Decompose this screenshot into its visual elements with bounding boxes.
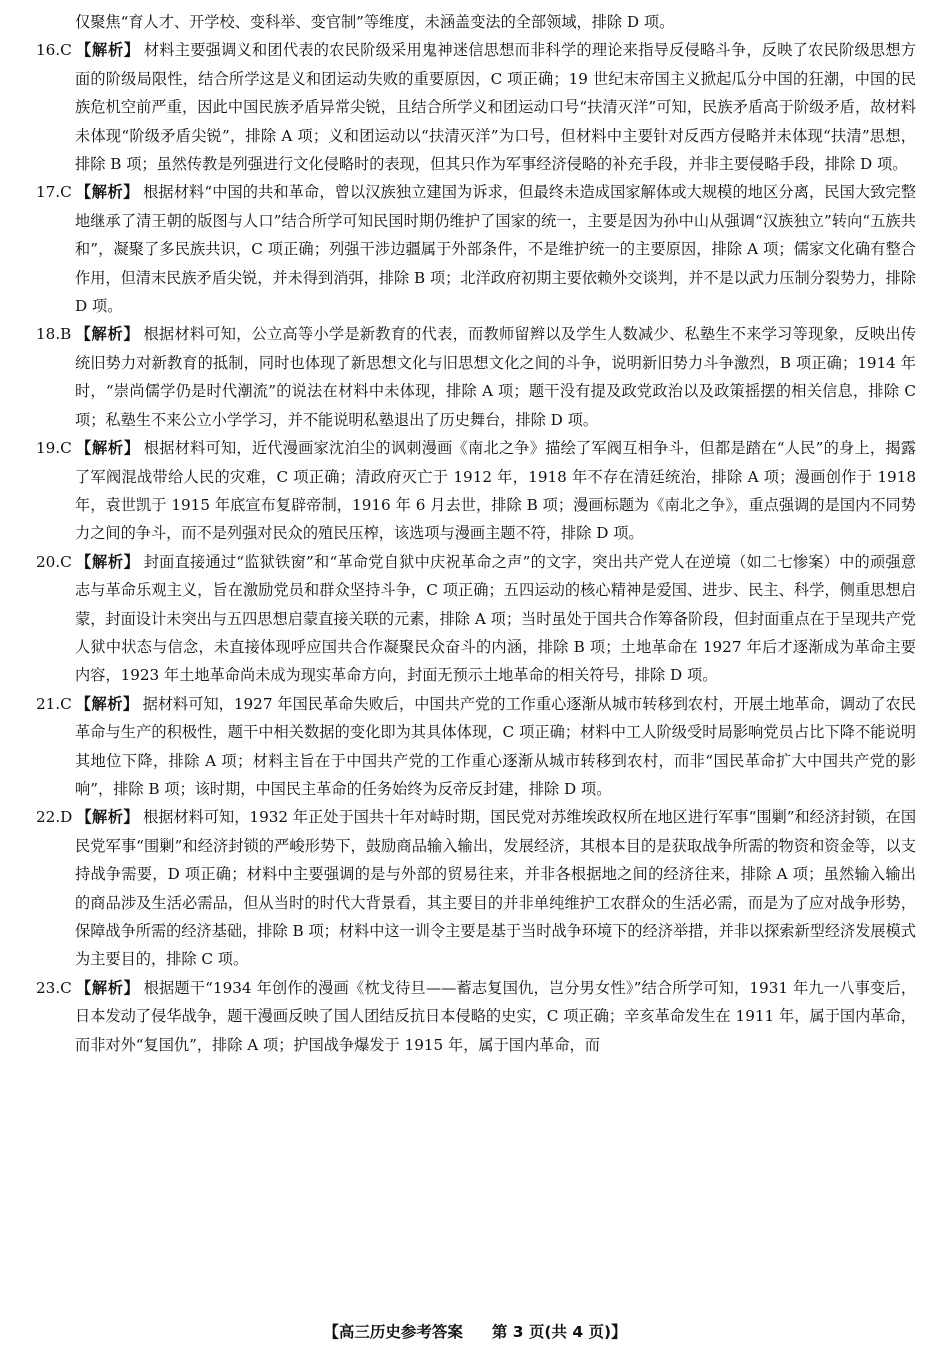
analysis-tag: 【解析】 — [76, 808, 140, 827]
page-footer — [0, 1320, 950, 1342]
intro-continuation: 仅聚焦“育人才、开学校、变科举、变官制”等维度，未涵盖变法的全部领域，排除 D 项。 — [75, 13, 675, 31]
question-number: 17. — [36, 183, 61, 202]
analysis-text: 封面直接通过“监狱铁窗”和“革命党自狱中庆祝革命之声”的文字，突出共产党人在逆境（如二七惨案）中的顽强意志与革命乐观主义，旨在激励党员和群众坚持斗争，C 项正确；五四运动的核心精神是爱国、进步、民主、科学，侧重思想启蒙，封面设计未突出与五四思想启蒙直接关联的元素，排除 A 项；当时虽处于国共合作筹备阶段，但封面重点在于呈现共产党人狱中状态与信念，未直接体现呼应国共合作凝聚民众奋斗的内涵，排除 B 项；土地革命在 1927 年后才逐渐成为革命主要内容，1923 年土地革命尚未成为现实革命方向，封面无预示土地革命的相关符号，排除 D 项。 — [75, 552, 917, 685]
analysis-text: 根据材料可知，公立高等小学是新教育的代表，而教师留辫以及学生人数减少、私塾生不来学习等现象，反映出传统旧势力对新教育的抵制，同时也体现了新思想文化与旧思想文化之间的斗争，说明新旧势力斗争激烈，B 项正确；1914 年时，“崇尚儒学仍是时代潮流”的说法在材料中未体现，排除 A 项；题干没有提及政党政治以及政策摇摆的相关信息，排除 C 项；私塾生不来公立小学学习，并不能说明私塾退出了历史舞台，排除 D 项。 — [75, 325, 917, 429]
answer-choice: D — [60, 808, 73, 827]
answer-item — [36, 434, 916, 548]
question-number: 21. — [36, 694, 61, 713]
analysis-text: 根据材料可知，近代漫画家沈泊尘的讽刺漫画《南北之争》描绘了军阀互相争斗，但都是踏在“人民”的身上，揭露了军阀混战带给人民的灾难，C 项正确；清政府灭亡于 1912 年，1918 年不存在清廷统治，排除 A 项；漫画创作于 1918 年，袁世凯于 1915 年底宣布复辟帝制，1916 年 6 月去世，排除 B 项；漫画标题为《南北之争》，重点强调的是国内不同势力之间的争斗，而不是列强对民众的殖民压榨，该选项与漫画主题不符，排除 D 项。 — [75, 439, 916, 543]
analysis-text: 根据材料可知，1932 年正处于国共十年对峙时期，国民党对苏维埃政权所在地区进行军事“围剿”和经济封锁，在国民党军事“围剿”和经济封锁的严峻形势下，鼓励商品输入输出，发展经济，其根本目的是获取战争所需的物资和资金等，以支持战争需要，D 项正确；材料中主要强调的是与外部的贸易往来，并非各根据地之间的经济往来，排除 A 项；虽然输入输出的商品涉及生活必需品，但从当时的时代大背景看，其主要目的并非单纯维护工农群众的生活必需，而是为了应对战争形势，保障战争所需的经济基础，排除 B 项；材料中这一训令主要是基于当时战争环境下的经济举措，并非以探索新型经济发展模式为主要目的，排除 C 项。 — [75, 808, 917, 969]
answer-choice: C — [60, 978, 72, 997]
question-number: 16. — [36, 41, 61, 60]
analysis-tag: 【解析】 — [75, 978, 140, 997]
answer-choice: B — [60, 325, 72, 344]
question-number: 20. — [36, 552, 61, 571]
footer-page-info: 第 3 页(共 4 页)】 — [491, 1323, 627, 1341]
answer-item — [36, 803, 916, 973]
analysis-tag: 【解析】 — [75, 325, 140, 344]
question-number: 19. — [36, 439, 61, 458]
answer-choice: C — [60, 694, 72, 713]
answer-item — [36, 320, 916, 434]
answer-item — [36, 178, 916, 320]
question-number: 23. — [36, 978, 61, 997]
answer-item — [36, 548, 916, 690]
footer-title: 【高三历史参考答案 — [323, 1323, 463, 1341]
question-number: 22. — [36, 808, 61, 827]
answer-choice: C — [60, 183, 72, 202]
analysis-tag: 【解析】 — [75, 694, 139, 713]
answer-choice: C — [60, 439, 72, 458]
answer-item — [36, 974, 916, 1059]
answer-item — [36, 36, 916, 178]
analysis-text: 根据题干“1934 年创作的漫画《枕戈待旦——蓄志复国仇，岂分男女性》”结合所学可知，1931 年九一八事变后，日本发动了侵华战争，题干漫画反映了国人团结反抗日本侵略的史实，C 项正确；辛亥革命发生在 1911 年，属于国内革命，而非对外“复国仇”，排除 A 项；护国战争爆发于 1915 年，属于国内革命，而 — [75, 978, 917, 1054]
analysis-tag: 【解析】 — [75, 183, 140, 202]
answer-item — [36, 690, 916, 804]
analysis-text: 材料主要强调义和团代表的农民阶级采用鬼神迷信思想而非科学的理论来指导反侵略斗争，反映了农民阶级思想方面的阶级局限性，结合所学这是义和团运动失败的重要原因，C 项正确；19 世纪末帝国主义掀起瓜分中国的狂潮，中国的民族危机空前严重，因此中国民族矛盾异常尖锐，且结合所学义和团运动口号“扶清灭洋”可知，民族矛盾高于阶级矛盾，故材料未体现“阶级矛盾尖锐”，排除 A 项；义和团运动以“扶清灭洋”为口号，但材料中主要针对反西方侵略并未体现“扶清”思想，排除 B 项；虽然传教是列强进行文化侵略时的表现，但其只作为军事经济侵略的补充手段，并非主要侵略手段，排除 D 项。 — [75, 41, 917, 174]
analysis-tag: 【解析】 — [75, 552, 140, 571]
answer-list — [36, 36, 916, 1059]
answer-choice: C — [60, 41, 72, 60]
analysis-tag: 【解析】 — [75, 439, 140, 458]
answer-choice: C — [60, 552, 72, 571]
question-number: 18. — [36, 325, 61, 344]
analysis-text: 根据材料“中国的共和革命，曾以汉族独立建国为诉求，但最终未造成国家解体或大规模的地区分离，民国大致完整地继承了清王朝的版图与人口”结合所学可知民国时期仍维护了国家的统一，主要是因为孙中山从强调“汉族独立”转向“五族共和”，凝聚了多民族共识，C 项正确；列强干涉边疆属于外部条件，不是维护统一的主要原因，排除 A 项；儒家文化确有整合作用，但清末民族矛盾尖锐，并未得到消弭，排除 B 项；北洋政府初期主要依赖外交谈判，并不是以武力压制分裂势力，排除 D 项。 — [75, 183, 917, 316]
answer-page — [36, 8, 916, 1059]
analysis-tag: 【解析】 — [75, 41, 140, 60]
analysis-text: 据材料可知，1927 年国民革命失败后，中国共产党的工作重心逐渐从城市转移到农村，开展土地革命，调动了农民革命与生产的积极性，题干中相关数据的变化即为其具体体现，C 项正确；材料中工人阶级受时局影响党员占比下降不能说明其地位下降，排除 A 项；材料主旨在于中国共产党的工作重心逐渐从城市转移到农村，而非“国民革命扩大中国共产党的影响”，排除 B 项；该时期，中国民主革命的任务始终为反帝反封建，排除 D 项。 — [75, 694, 916, 798]
